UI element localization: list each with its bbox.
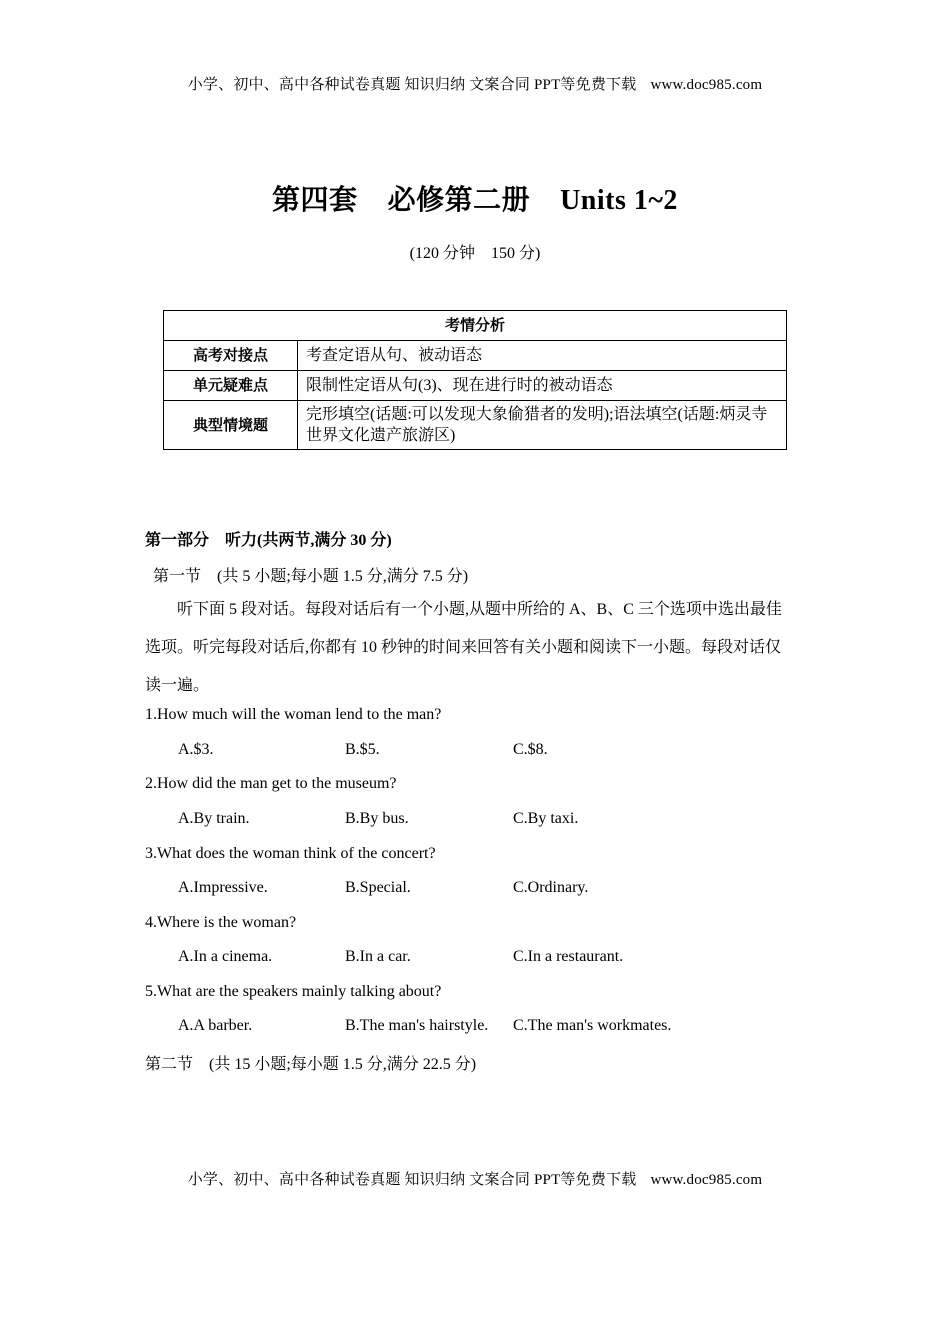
analysis-header: 考情分析	[164, 311, 787, 341]
table-row	[164, 371, 787, 401]
banner-url[interactable]: www.doc985.com	[650, 1172, 763, 1188]
option-b: B.The man's hairstyle.	[345, 1017, 489, 1034]
banner-text: 小学、初中、高中各种试卷真题 知识归纳 文案合同 PPT等免费下载	[187, 77, 637, 93]
banner-url[interactable]: www.doc985.com	[650, 77, 763, 93]
row-value: 限制性定语从句(3)、现在进行时的被动语态	[298, 371, 787, 401]
table-row	[164, 401, 787, 450]
analysis-table	[163, 310, 787, 450]
page-title	[0, 178, 950, 218]
option-a: A.In a cinema.	[178, 948, 273, 965]
option-b: B.$5.	[345, 741, 380, 758]
question-stem: 3.What does the woman think of the concert?	[145, 845, 436, 862]
option-b: B.In a car.	[345, 948, 411, 965]
option-a: A.Impressive.	[178, 879, 268, 896]
option-b: B.By bus.	[345, 810, 409, 827]
question-stem: 2.How did the man get to the museum?	[145, 775, 397, 792]
option-c: C.Ordinary.	[513, 879, 589, 896]
section-name: 第一节	[153, 568, 202, 585]
row-label: 单元疑难点	[164, 371, 298, 401]
header-banner	[0, 73, 950, 94]
section-desc: (共 15 小题;每小题 1.5 分,满分 22.5 分)	[209, 1056, 477, 1073]
title-book: 必修第二册	[387, 185, 531, 216]
part-desc: 听力(共两节,满分 30 分)	[225, 532, 392, 549]
title-units: Units 1~2	[560, 185, 678, 216]
option-b: B.Special.	[345, 879, 411, 896]
part-heading	[145, 527, 392, 550]
exam-time: (120 分钟	[409, 245, 475, 262]
table-row	[164, 341, 787, 371]
option-c: C.By taxi.	[513, 810, 579, 827]
row-label: 高考对接点	[164, 341, 298, 371]
question-stem: 1.How much will the woman lend to the man?	[145, 706, 442, 723]
option-c: C.$8.	[513, 741, 548, 758]
exam-info	[0, 240, 950, 263]
option-c: C.In a restaurant.	[513, 948, 624, 965]
instructions: 听下面 5 段对话。每段对话后有一个小题,从题中所给的 A、B、C 三个选项中选出最佳选项。听完每段对话后,你都有 10 秒钟的时间来回答有关小题和阅读下一小题。每段对话仅读一遍。	[145, 601, 782, 694]
row-value: 完形填空(话题:可以发现大象偷猎者的发明);语法填空(话题:炳灵寺世界文化遗产旅游区)	[298, 401, 787, 450]
exam-score: 150 分)	[491, 245, 541, 262]
question-stem: 5.What are the speakers mainly talking about?	[145, 983, 442, 1000]
banner-text: 小学、初中、高中各种试卷真题 知识归纳 文案合同 PPT等免费下载	[187, 1172, 637, 1188]
option-c: C.The man's workmates.	[513, 1017, 672, 1034]
part-name: 第一部分	[145, 532, 210, 549]
row-value: 考查定语从句、被动语态	[298, 341, 787, 371]
option-a: A.By train.	[178, 810, 250, 827]
row-label: 典型情境题	[164, 401, 298, 450]
section-desc: (共 5 小题;每小题 1.5 分,满分 7.5 分)	[217, 568, 469, 585]
section-name: 第二节	[145, 1056, 194, 1073]
option-a: A.A barber.	[178, 1017, 253, 1034]
title-set: 第四套	[272, 185, 358, 216]
footer-banner	[0, 1168, 950, 1189]
option-a: A.$3.	[178, 741, 214, 758]
section-heading	[153, 563, 468, 586]
section-heading	[145, 1051, 476, 1074]
question-stem: 4.Where is the woman?	[145, 914, 297, 931]
